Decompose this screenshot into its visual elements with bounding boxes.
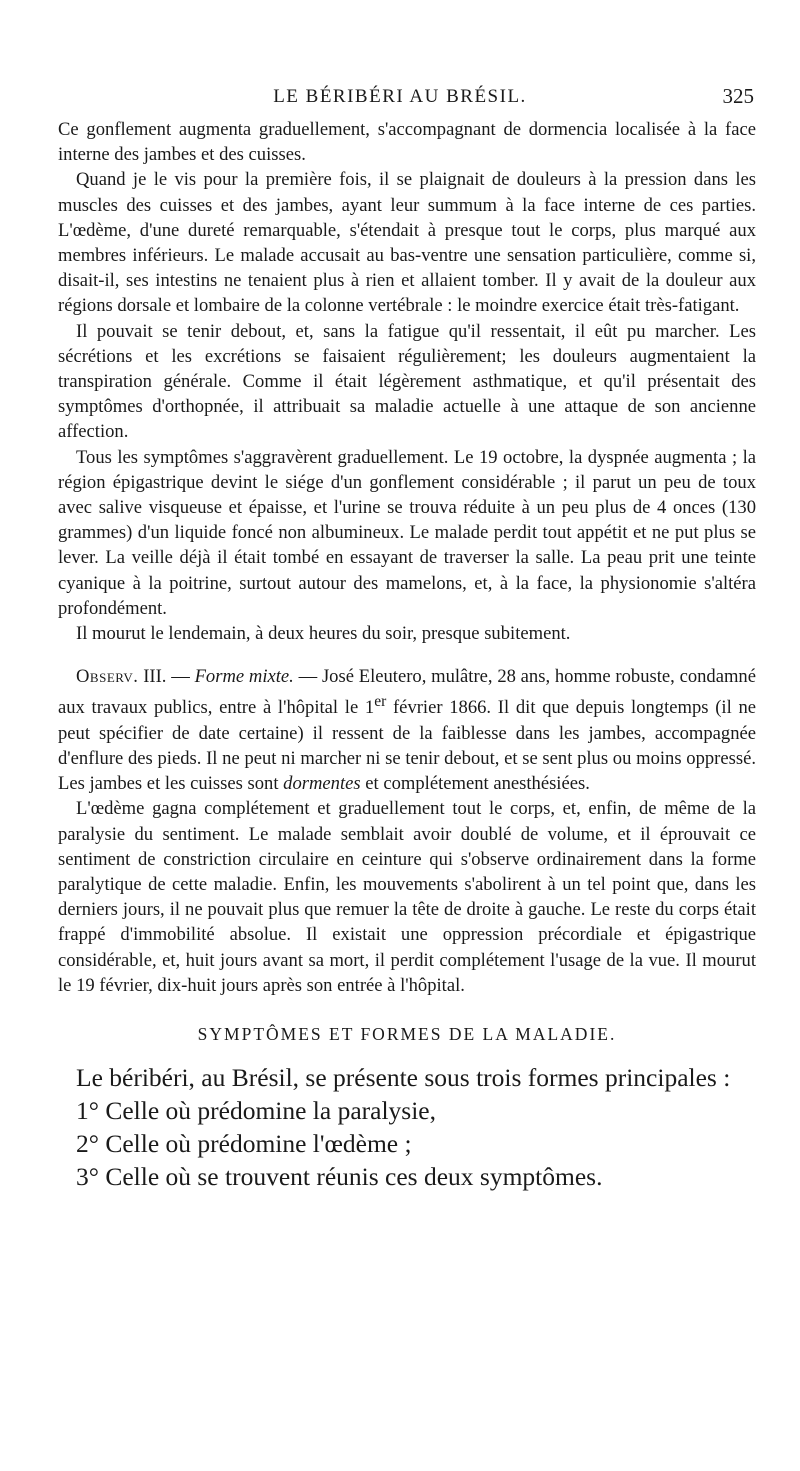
running-head	[0, 82, 800, 112]
observation-form-title: Forme mixte.	[194, 666, 294, 688]
dash: —	[166, 666, 195, 688]
list-item: 1° Celle où prédomine la paralysie,	[76, 1096, 437, 1126]
body-text	[58, 117, 756, 1193]
dash: —	[293, 666, 322, 688]
paragraph: Quand je le vis pour la première fois, il se plaignait de douleurs à la pression dans les muscles des cuisses et des jambes, ayant leur summum à la face interne de ces parties. L'œdème, d'une dureté remarquable, s'étendait à presque tout le corps, plus marqué aux membres inférieurs. Le malade accusait au bas-ventre une sensation particulière, comme si, disait-il, ses intestins ne tenaient plus à rien et allaient tomber. Il y avait de la douleur aux régions dorsale et lombaire de la colonne vertébrale : le moindre exercice était très-fatigant.	[58, 169, 756, 317]
observation-text: février 1866. Il dit que depuis longtemps (il ne peut spécifier de date certaine) il ressent de la faiblesse dans les jambes, accompagnée d'enflure des pieds. Il ne peut ni marcher ni se tenir debout, et se sent plus ou moins oppressé. Les jambes et les cuisses sont	[58, 697, 756, 795]
list-item: 3° Celle où se trouvent réunis ces deux symptômes.	[76, 1162, 603, 1192]
paragraph: L'œdème gagna complétement et graduellement tout le corps, et, enfin, de même de la paralysie du sentiment. Le malade semblait avoir doublé de volume, et il éprouvait ce sentiment de constriction circulaire en ceinture qui s'observe ordinairement dans la forme paralytique de cette maladie. Enfin, les mouvements s'abolirent à un tel point que, dans les derniers jours, il ne pouvait plus que remuer la tête de droite à gauche. Le reste du corps était frappé d'immobilité absolue. Il existait une oppression précordiale et épigastrique considérable, et, huit jours avant sa mort, il perdit complétement l'usage de la vue. Il mourut le 19 février, dix-huit jours après son entrée à l'hôpital.	[58, 798, 756, 996]
observation-text: et complétement anesthésiées.	[360, 773, 590, 795]
running-title: LE BÉRIBÉRI AU BRÉSIL.	[273, 86, 527, 107]
list-item: 2° Celle où prédomine l'œdème ;	[76, 1129, 412, 1159]
page-number: 325	[722, 84, 754, 108]
section-intro-block	[58, 1061, 756, 1193]
section-heading: SYMPTÔMES ET FORMES DE LA MALADIE.	[197, 1024, 617, 1045]
observation-label: Observ.	[76, 666, 139, 688]
paragraph: Tous les symptômes s'aggravèrent graduellement. Le 19 octobre, la dyspnée augmenta ; la région épigastrique devint le siége d'un gonflement considérable ; il parut un peu de toux avec salive visqueuse et épaisse, et l'urine se trouva réduite à un peu plus de 4 onces (130 grammes) d'un liquide foncé non albumineux. Le malade perdit tout appétit et ne put plus se lever. La veille déjà il était tombé en essayant de traverser la salle. La peau prit une teinte cyanique à la poitrine, surtout autour des mamelons, et, à la face, la physionomie s'altéra profondément.	[58, 446, 756, 619]
observation-number: III.	[143, 666, 167, 688]
ordinal-superscript: er	[374, 693, 387, 711]
observation-text: José Eleutero, mulâtre, 28 ans, homme robuste, condamné aux travaux publics, entre à l'hôpital le 1	[58, 666, 756, 719]
observation-paragraph	[58, 664, 756, 796]
emphasized-word: dormentes	[283, 773, 361, 795]
paragraph: Ce gonflement augmenta graduellement, s'accompagnant de dormencia localisée à la face interne des jambes et des cuisses.	[58, 119, 756, 166]
paragraph: Il pouvait se tenir debout, et, sans la fatigue qu'il ressentait, il eût pu marcher. Les sécrétions et les excrétions se faisaient régulièrement; les douleurs augmentaient la transpiration générale. Comme il était légèrement asthmatique, et qu'il présentait des symptômes d'orthopnée, il attribuait sa maladie actuelle à une attaque de son ancienne affection.	[58, 320, 756, 443]
section-intro: Le béribéri, au Brésil, se présente sous trois formes principales :	[76, 1063, 731, 1093]
paragraph: Il mourut le lendemain, à deux heures du soir, presque subitement.	[76, 623, 571, 645]
